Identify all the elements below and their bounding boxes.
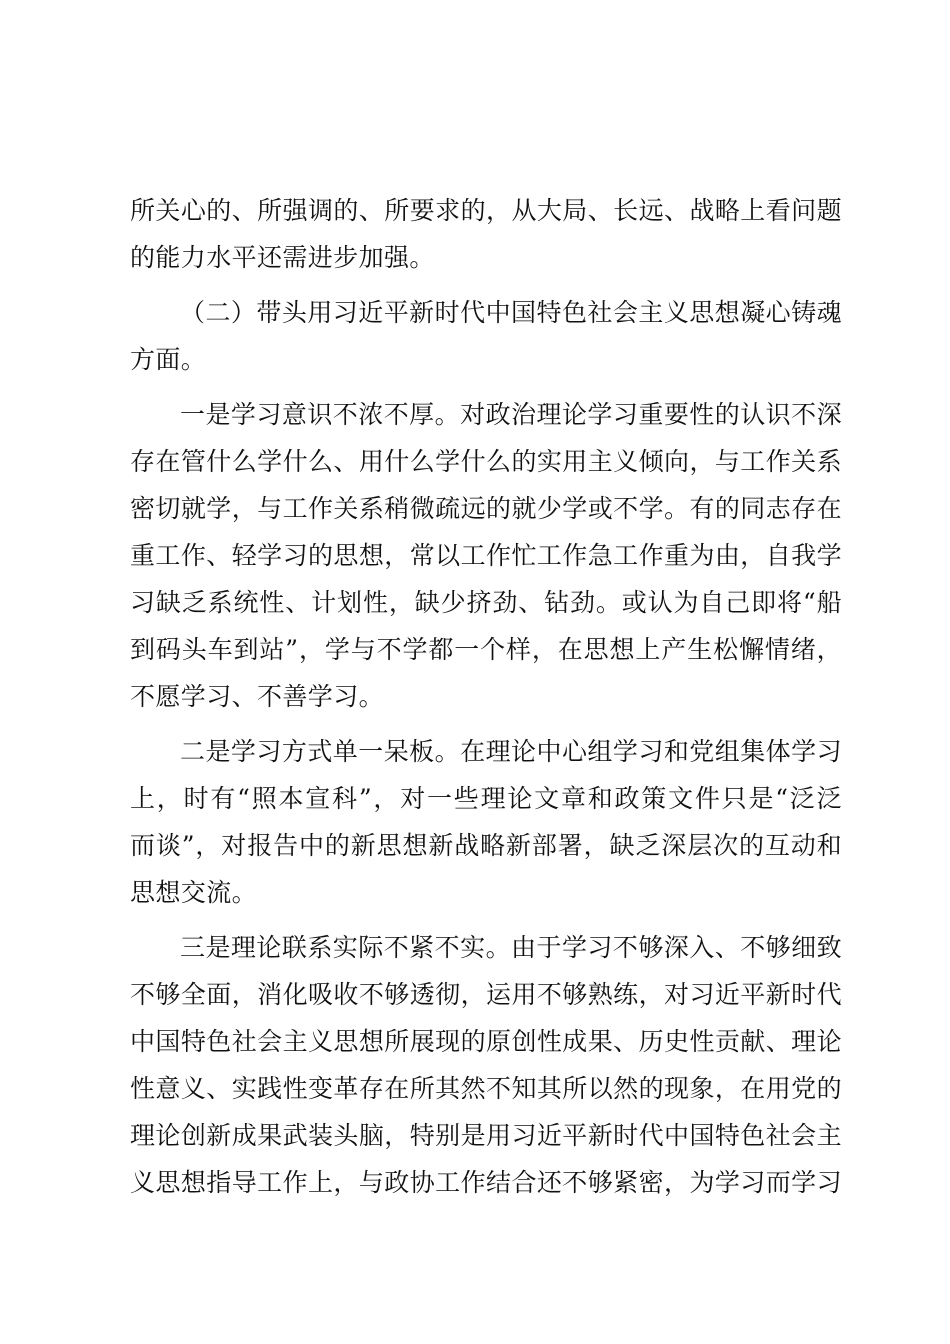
text-line: 的能力水平还需进步加强。 — [130, 243, 435, 272]
text-line: 习缺乏系统性、计划性，缺少挤劲、钻劲。或认为自己即将“船 — [130, 588, 842, 617]
text-line: 方面。 — [130, 345, 207, 374]
text-line: 理论创新成果武装头脑，特别是用习近平新时代中国特色社会主 — [130, 1121, 842, 1150]
text-line: 而谈”，对报告中的新思想新战略新部署，缺乏深层次的互动和 — [130, 831, 842, 860]
text-line: 三是理论联系实际不紧不实。由于学习不够深入、不够细致 — [180, 933, 842, 962]
text-line: （二）带头用习近平新时代中国特色社会主义思想凝心铸魂 — [180, 298, 842, 327]
text-line: 上，时有“照本宣科”，对一些理论文章和政策文件只是“泛泛 — [130, 784, 842, 813]
section-heading — [130, 289, 842, 383]
text-line: 存在管什么学什么、用什么学什么的实用主义倾向，与工作关系 — [130, 447, 842, 476]
text-line: 密切就学，与工作关系稍微疏远的就少学或不学。有的同志存在 — [130, 494, 842, 523]
text-line: 性意义、实践性变革存在所其然不知其所以然的现象，在用党的 — [130, 1074, 842, 1103]
paragraph-learning-awareness — [130, 391, 842, 720]
paragraph-continuation — [130, 187, 842, 281]
text-line: 二是学习方式单一呆板。在理论中心组学习和党组集体学习 — [180, 737, 842, 766]
text-line: 中国特色社会主义思想所展现的原创性成果、历史性贡献、理论 — [130, 1027, 842, 1056]
text-line: 义思想指导工作上，与政协工作结合还不够紧密，为学习而学习 — [130, 1168, 842, 1197]
text-line: 所关心的、所强调的、所要求的，从大局、长远、战略上看问题 — [130, 196, 842, 225]
document-body — [130, 187, 842, 1206]
text-line: 不愿学习、不善学习。 — [130, 682, 385, 711]
text-line: 一是学习意识不浓不厚。对政治理论学习重要性的认识不深 — [180, 400, 842, 429]
text-line: 到码头车到站”，学与不学都一个样，在思想上产生松懈情绪， — [130, 635, 842, 664]
paragraph-theory-practice — [130, 924, 842, 1206]
text-line: 不够全面，消化吸收不够透彻，运用不够熟练，对习近平新时代 — [130, 980, 842, 1009]
text-line: 重工作、轻学习的思想，常以工作忙工作急工作重为由，自我学 — [130, 541, 842, 570]
text-line: 思想交流。 — [130, 878, 258, 907]
paragraph-learning-method — [130, 728, 842, 916]
